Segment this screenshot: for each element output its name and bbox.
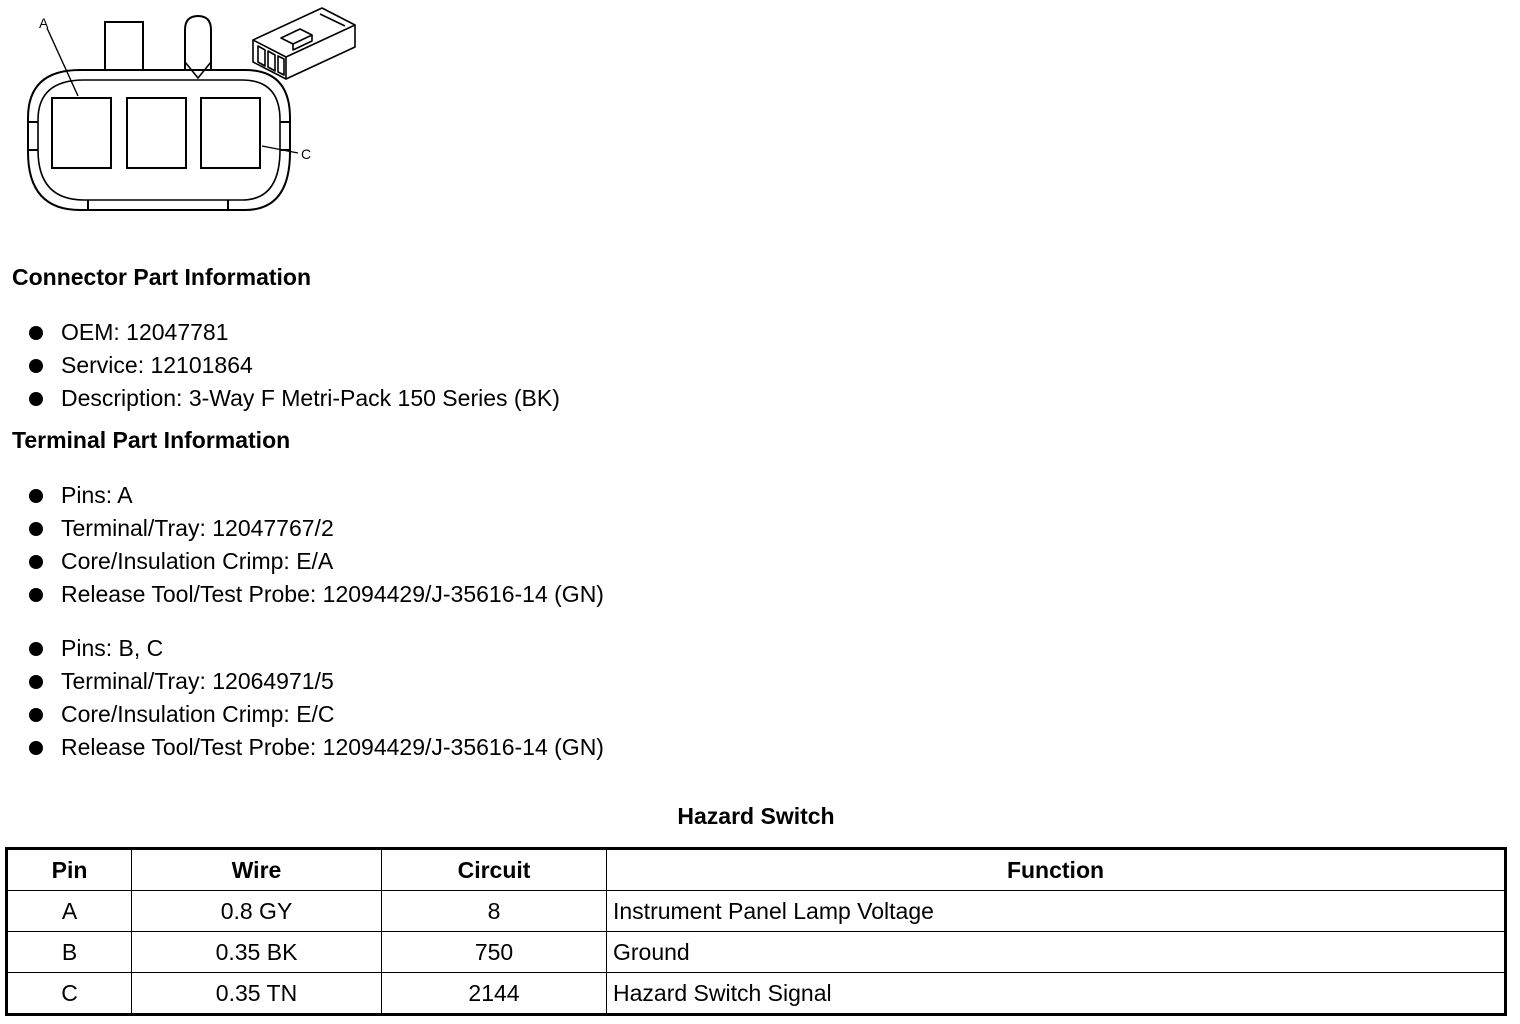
cell-circuit: 2144 xyxy=(382,973,607,1015)
connector-part-information-heading: Connector Part Information xyxy=(12,264,312,290)
column-header-pin: Pin xyxy=(7,849,132,891)
cell-wire: 0.35 TN xyxy=(132,973,382,1015)
pin-table xyxy=(5,847,1507,1016)
terminal-part-information-list-1 xyxy=(0,479,604,611)
pin-a-label: A xyxy=(39,15,49,31)
list-item: Core/Insulation Crimp: E/A xyxy=(0,545,604,578)
cell-function: Hazard Switch Signal xyxy=(607,973,1506,1015)
table-row xyxy=(7,932,1506,973)
column-header-circuit: Circuit xyxy=(382,849,607,891)
terminal-part-information-list-2 xyxy=(0,632,604,764)
list-item: OEM: 12047781 xyxy=(0,316,560,349)
list-item: Terminal/Tray: 12047767/2 xyxy=(0,512,604,545)
cell-circuit: 8 xyxy=(382,891,607,932)
table-row xyxy=(7,891,1506,932)
table-title: Hazard Switch xyxy=(677,803,835,829)
list-item: Release Tool/Test Probe: 12094429/J-35616-14 (GN) xyxy=(0,731,604,764)
cell-pin: A xyxy=(7,891,132,932)
terminal-part-information-heading: Terminal Part Information xyxy=(12,427,291,453)
cell-function: Instrument Panel Lamp Voltage xyxy=(607,891,1506,932)
cell-pin: C xyxy=(7,973,132,1015)
list-item: Description: 3-Way F Metri-Pack 150 Series (BK) xyxy=(0,382,560,415)
connector-face-diagram xyxy=(0,0,380,225)
column-header-wire: Wire xyxy=(132,849,382,891)
cell-wire: 0.8 GY xyxy=(132,891,382,932)
list-item: Core/Insulation Crimp: E/C xyxy=(0,698,604,731)
connector-part-information-list xyxy=(0,316,560,415)
table-row xyxy=(7,973,1506,1015)
table-header-row xyxy=(7,849,1506,891)
column-header-function: Function xyxy=(607,849,1506,891)
cell-function: Ground xyxy=(607,932,1506,973)
list-item: Terminal/Tray: 12064971/5 xyxy=(0,665,604,698)
list-item: Service: 12101864 xyxy=(0,349,560,382)
list-item: Release Tool/Test Probe: 12094429/J-35616-14 (GN) xyxy=(0,578,604,611)
cell-pin: B xyxy=(7,932,132,973)
list-item: Pins: B, C xyxy=(0,632,604,665)
list-item: Pins: A xyxy=(0,479,604,512)
pin-c-label: C xyxy=(301,146,312,162)
cell-circuit: 750 xyxy=(382,932,607,973)
cell-wire: 0.35 BK xyxy=(132,932,382,973)
